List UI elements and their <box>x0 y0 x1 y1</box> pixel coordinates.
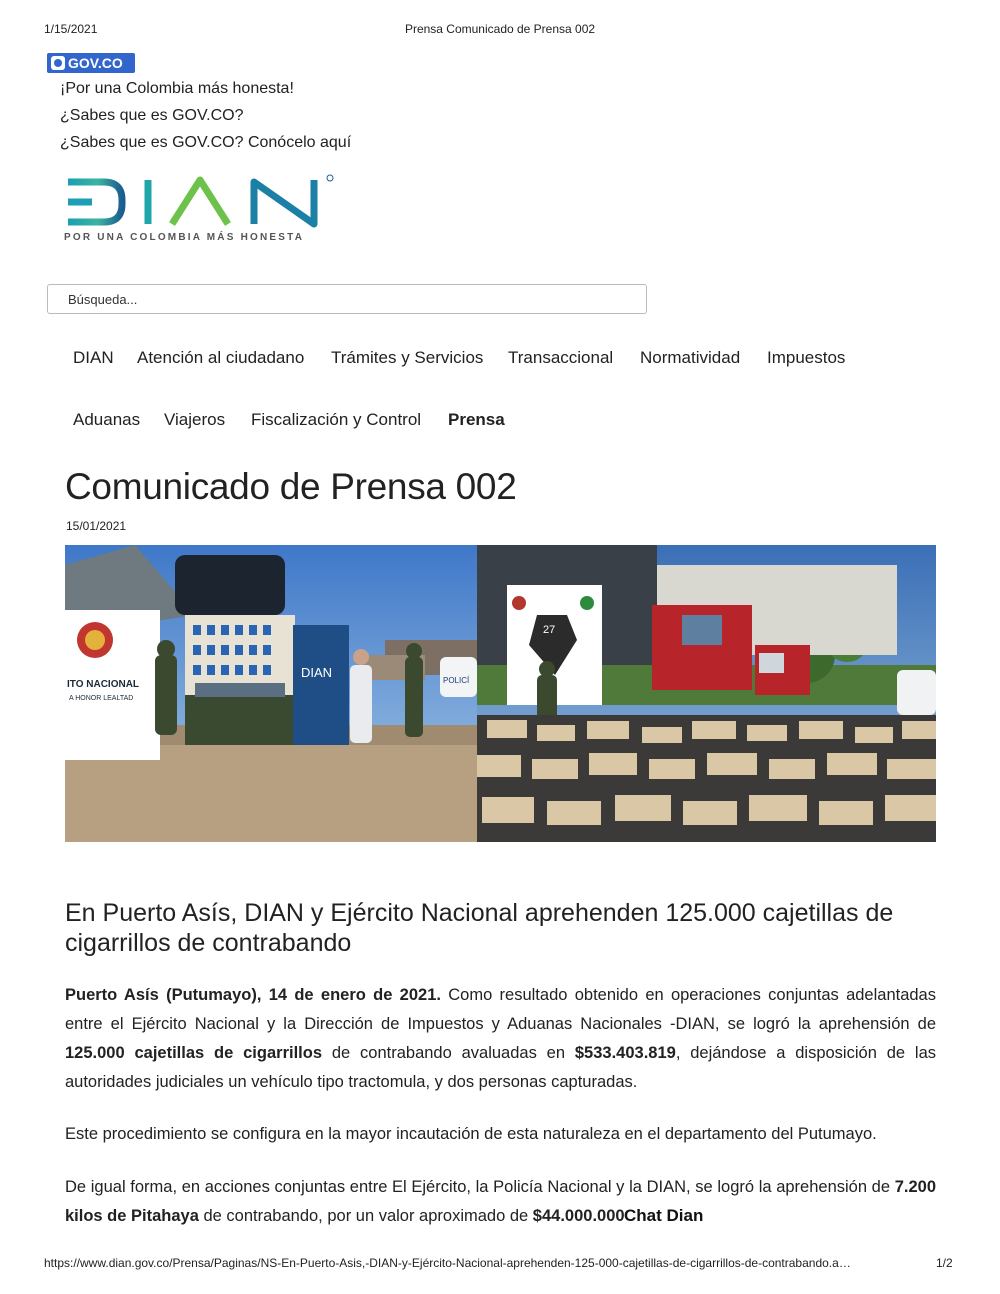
print-title: Prensa Comunicado de Prensa 002 <box>404 22 596 36</box>
p1-text-2: de contrabando avaluadas en <box>322 1044 575 1062</box>
p3-text-1: De igual forma, en acciones conjuntas entre El Ejército, la Policía Nacional y la DIAN, se logró la aprehensión de <box>65 1178 895 1196</box>
gov-slogan: ¡Por una Colombia más honesta! <box>60 80 294 97</box>
print-date: 1/15/2021 <box>44 22 98 36</box>
nav-item-prensa[interactable]: Prensa <box>448 410 505 429</box>
p3-text-2: de contrabando, por un valor aproximado de <box>198 1207 533 1225</box>
nav-item-normatividad[interactable]: Normatividad <box>640 348 741 367</box>
print-header <box>0 22 1000 42</box>
banner-text: ITO NACIONAL <box>67 679 140 690</box>
article-paragraph-2: Este procedimiento se configura en la mayor incautación de esta naturaleza en el departamento del Putumayo. <box>65 1125 877 1143</box>
nav-item-fiscalizacion[interactable]: Fiscalización y Control <box>251 410 422 429</box>
article-paragraph-1 <box>65 981 936 1097</box>
flag-number: 27 <box>543 624 556 636</box>
article-title: En Puerto Asís, DIAN y Ejército Nacional aprehenden 125.000 cajetillas de cigarrillos de contrabando <box>65 899 894 957</box>
p1-text-1: Como resultado obtenido en operaciones conjuntas adelantadas entre el Ejército Nacional y la Dirección de Impuestos y Aduanas Nacionales -DIAN, se logró la aprehensión de <box>65 986 936 1033</box>
p1-bold-1: 125.000 cajetillas de cigarrillos <box>65 1044 322 1062</box>
article-paragraph-3 <box>65 1173 936 1231</box>
police-car-text: POLICÍ <box>443 676 470 685</box>
print-page-number: 1/2 <box>936 1256 953 1270</box>
main-nav-row-1 <box>0 348 1000 372</box>
page-title: Comunicado de Prensa 002 <box>65 466 517 507</box>
nav-item-transaccional[interactable]: Transaccional <box>508 348 614 367</box>
chat-dian-button[interactable]: Chat Dian <box>624 1206 704 1225</box>
nav-item-atencion[interactable]: Atención al ciudadano <box>137 348 305 367</box>
govco-logo-text: GOV.CO <box>68 55 123 71</box>
gov-question-link[interactable]: ¿Sabes que es GOV.CO? <box>60 107 244 124</box>
dian-tagline: POR UNA COLOMBIA MÁS HONESTA <box>64 232 305 243</box>
article-photo-right <box>477 545 936 842</box>
gov-know-link[interactable]: ¿Sabes que es GOV.CO? Conócelo aquí <box>60 134 352 151</box>
search-input[interactable]: Búsqueda... <box>47 284 647 314</box>
p3-bold-1: 7.200 kilos de Pitahaya <box>65 1178 936 1225</box>
p3-bold-2: $44.000.000 <box>532 1207 625 1225</box>
page-date: 15/01/2021 <box>66 519 127 533</box>
nav-item-impuestos[interactable]: Impuestos <box>767 348 846 367</box>
print-footer <box>0 1256 1000 1276</box>
nav-item-viajeros[interactable]: Viajeros <box>164 410 226 429</box>
article-photo-left <box>65 545 477 842</box>
shield-icon <box>51 56 65 70</box>
p1-bold-2: $533.403.819 <box>574 1044 676 1062</box>
govco-logo[interactable] <box>47 53 135 73</box>
nav-item-aduanas[interactable]: Aduanas <box>73 410 141 429</box>
main-nav-row-2 <box>0 410 1000 434</box>
banner-text-2: A HONOR LEALTAD <box>69 695 134 702</box>
article-lead: Puerto Asís (Putumayo), 14 de enero de 2021. <box>65 986 441 1004</box>
nav-item-dian[interactable]: DIAN <box>73 348 114 367</box>
print-url: https://www.dian.gov.co/Prensa/Paginas/NS-En-Puerto-Asis,-DIAN-y-Ejército-Nacional-aprehenden-125-000-cajetillas-de-cigarrillos-de-contrabando.a… <box>44 1256 851 1270</box>
nav-item-tramites[interactable]: Trámites y Servicios <box>331 348 484 367</box>
dian-banner-text: DIAN <box>301 665 333 680</box>
p1-text-3: , dejándose a disposición de las autoridades judiciales un vehículo tipo tractomula, y dos personas capturadas. <box>65 1044 936 1091</box>
